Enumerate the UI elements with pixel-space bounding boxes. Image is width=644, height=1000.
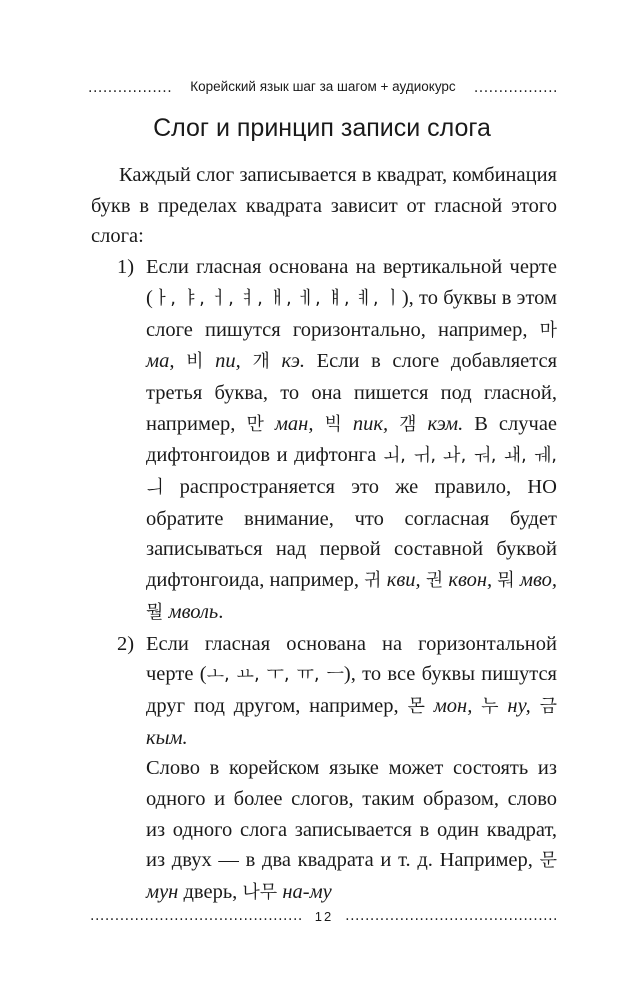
korean-example: 뭐: [497, 570, 515, 592]
transcription: кэ.: [281, 350, 305, 373]
body-text: [91, 160, 557, 909]
transcription: ман,: [274, 412, 314, 435]
diphthongs: ㅚ, ㅟ, ㅘ, ㅝ, ㅙ, ㅞ, ㅢ: [146, 445, 557, 499]
transcription: пик,: [352, 412, 389, 435]
horizontal-vowels: ㅗ, ㅛ, ㅜ, ㅠ, ㅡ: [206, 664, 344, 686]
transcription: пи,: [215, 350, 241, 373]
transcription: мво,: [519, 569, 558, 592]
transcription: ма,: [146, 350, 175, 373]
list-item-2: 2) Если гласная основана на горизонтальной черте (ㅗ, ㅛ, ㅜ, ㅠ, ㅡ), то все буквы пишутся друг под другом, например, 몬 мон, 누 ну, 금 кым.: [91, 629, 557, 754]
korean-example: 만: [246, 413, 264, 435]
transcription: на-му: [282, 881, 332, 904]
running-header: [88, 70, 558, 96]
transcription: квон,: [448, 569, 493, 592]
header-dots-left: .................: [88, 80, 173, 96]
vertical-vowels: ㅏ, ㅑ, ㅓ, ㅕ, ㅐ, ㅔ, ㅒ, ㅖ, ㅣ: [152, 287, 402, 309]
korean-example: 문: [539, 850, 557, 872]
korean-example: 금: [539, 695, 558, 717]
header-dots-right: .................: [473, 80, 558, 96]
korean-example: 귀: [364, 570, 382, 592]
korean-example: 권: [425, 570, 444, 592]
transcription: мон,: [433, 694, 473, 717]
transcription: мун: [146, 881, 179, 904]
header-title: Корейский язык шаг за шагом + аудиокурс: [190, 79, 456, 94]
transcription: кым.: [146, 726, 188, 749]
korean-example: 빅: [324, 413, 342, 435]
page-footer: [90, 905, 558, 927]
transcription: кэм.: [427, 412, 464, 435]
korean-example: 비: [186, 351, 204, 373]
page-number: 12: [314, 908, 334, 924]
korean-example: 몬: [407, 695, 425, 717]
footer-dots-right: ...........................................: [345, 908, 558, 924]
korean-example: 마: [539, 319, 557, 341]
transcription: кви,: [386, 569, 421, 592]
transcription: мволь: [168, 600, 219, 623]
korean-example: 갬: [399, 413, 417, 435]
korean-example: 뭘: [146, 601, 164, 623]
closing-paragraph: Слово в корейском языке может состоять из одного и более слогов, таким образом, слово из одного слога записывается в один квадрат, из двух — в два квадрата и т. д. Например, 문 мун дверь, 나무 на-му: [146, 757, 557, 904]
section-title: Слог и принцип записи слога: [153, 114, 491, 142]
korean-example: 나무: [242, 882, 278, 904]
footer-dots-left: ...........................................: [90, 908, 303, 924]
korean-example: 개: [252, 351, 270, 373]
item-number: 2): [117, 632, 135, 655]
item-number: 1): [117, 256, 135, 279]
transcription: ну,: [507, 694, 531, 717]
intro-paragraph: Каждый слог записывается в квадрат, комбинация букв в пределах квадрата зависит от гласной этого слога:: [91, 164, 557, 248]
korean-example: 누: [481, 695, 499, 717]
list-item-1: 1) Если гласная основана на вертикальной черте (ㅏ, ㅑ, ㅓ, ㅕ, ㅐ, ㅔ, ㅒ, ㅖ, ㅣ), то буквы в этом слоге пишутся горизонтально, например, 마 ма, 비 пи, 개 кэ. Если в слоге добавляется третья буква, то она пишется под гласной, например, 만 ман, 빅 пик, 갬 кэм. В случае дифтонгоидов и дифтонга ㅚ, ㅟ, ㅘ, ㅝ, ㅙ, ㅞ, ㅢ распространяется это же правило, НО обратите внимание, что согласная будет записываться над первой составной буквой дифтонгоида, например, 귀 кви, 권 квон, 뭐 мво, 뭘 мволь.: [91, 252, 557, 628]
